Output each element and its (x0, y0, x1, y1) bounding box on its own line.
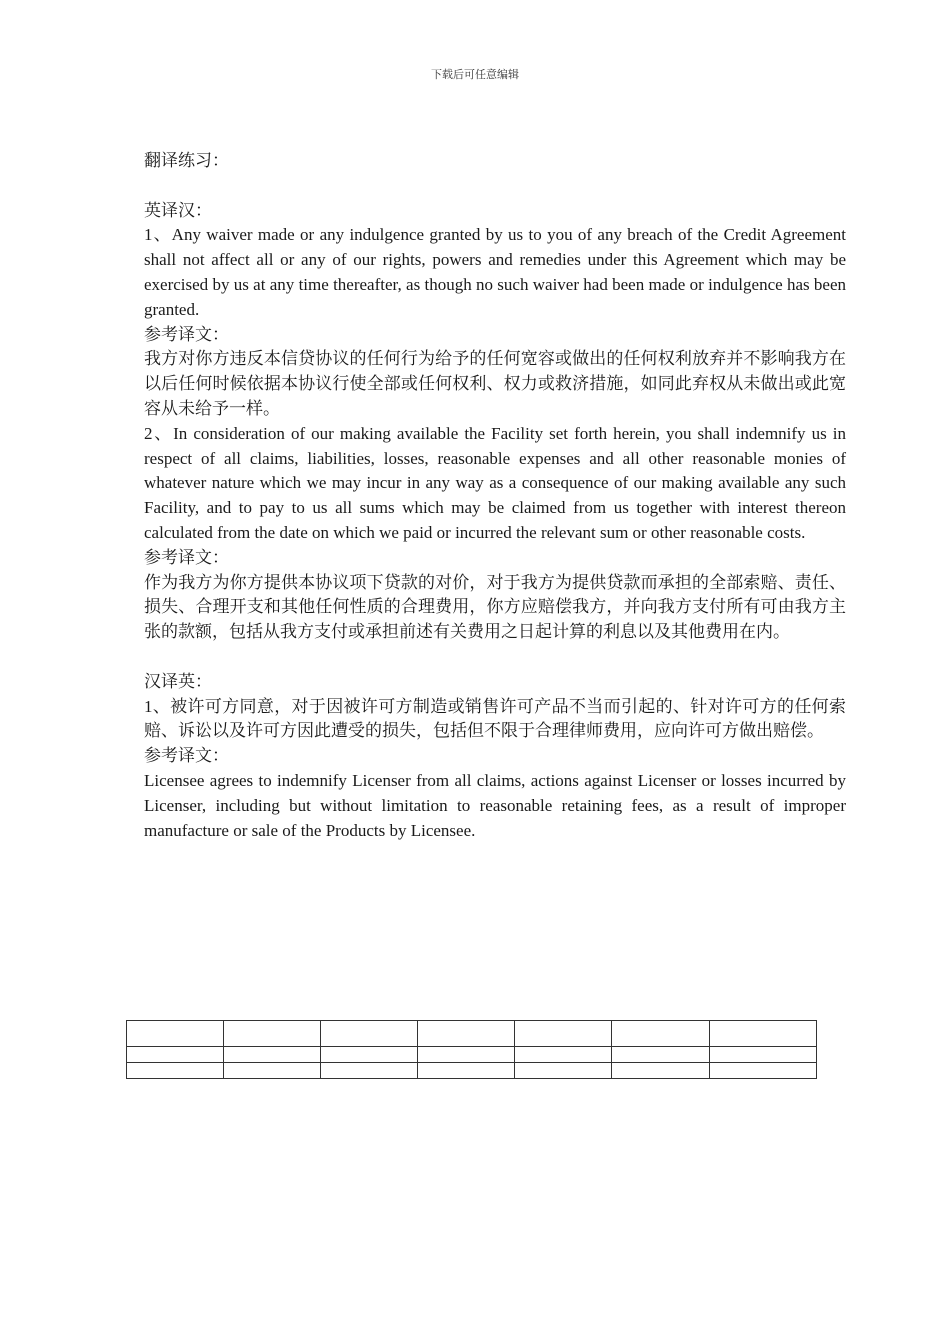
table-cell (515, 1047, 612, 1063)
table-cell (224, 1047, 321, 1063)
c2e-item-1-ref-label: 参考译文： (144, 746, 229, 766)
table-cell (418, 1047, 515, 1063)
table-row (127, 1063, 817, 1079)
e2c-item-1-translation: 我方对你方违反本信贷协议的任何行为给予的任何宽容或做出的任何权利放弃并不影响我方在以后任何时候依据本协议行使全部或任何权利、权力或救济措施，如同此弃权从未做出或此宽容从未给予一样。 (144, 349, 846, 418)
spacer (144, 645, 846, 670)
table-cell (612, 1063, 710, 1079)
table-cell (127, 1063, 224, 1079)
e2c-item-2-translation: 作为我方为你方提供本协议项下贷款的对价，对于我方为提供贷款而承担的全部索赔、责任、损失、合理开支和其他任何性质的合理费用，你方应赔偿我方，并向我方支付所有可由我方主张的款额，包括从我方支付或承担前述有关费用之日起计算的利息以及其他费用在内。 (144, 572, 846, 642)
page-header: 下载后可任意编辑 (431, 69, 519, 81)
table-cell (127, 1021, 224, 1047)
e2c-item-1-source: 1、Any waiver made or any indulgence granted by us to you of any breach of the Credit Agreement shall not affect all or any of our rights, powers and remedies under this Agreement which may be exercised by us at any time thereafter, as though no such waiver had been made or indulgence has been granted. (144, 225, 846, 319)
doc-title: 翻译练习： (144, 151, 229, 170)
table-cell (515, 1063, 612, 1079)
e2c-item-2-source: 2、In consideration of our making available the Facility set forth herein, you shall indemnify us in respect of all claims, liabilities, losses, reasonable expenses and all other reasonable monies of whatever nature which we may incur in any way as a consequence of our making available any such Facility, and to pay to us all sums which may be claimed from us together with interest thereon calculated from the date on which we paid or incurred the relevant sum or other reasonable costs. (144, 423, 846, 542)
table-cell (710, 1021, 817, 1047)
table-cell (127, 1047, 224, 1063)
table-cell (321, 1063, 418, 1079)
table-cell (710, 1047, 817, 1063)
table-cell (224, 1021, 321, 1047)
table-cell (515, 1021, 612, 1047)
section-heading-e2c: 英译汉： (144, 200, 212, 220)
e2c-item-1-ref-label: 参考译文： (144, 324, 229, 344)
c2e-item-1-translation: Licensee agrees to indemnify Licenser from all claims, actions against Licenser or losses incurred by Licenser, including but without limitation to reasonable retaining fees, as a result of improper manufacture or sale of the Products by Licensee. (144, 770, 846, 840)
e2c-item-2-ref-label: 参考译文： (144, 547, 229, 567)
document-body (144, 149, 846, 843)
table-cell (321, 1047, 418, 1063)
section-heading-c2e: 汉译英： (144, 671, 212, 691)
table-cell (418, 1063, 515, 1079)
table-cell (418, 1021, 515, 1047)
table-row (127, 1047, 817, 1063)
table-cell (321, 1021, 418, 1047)
table-cell (612, 1047, 710, 1063)
table-cell (612, 1021, 710, 1047)
table-cell (224, 1063, 321, 1079)
table-row (127, 1021, 817, 1047)
empty-table (126, 1020, 817, 1079)
c2e-item-1-source: 1、被许可方同意，对于因被许可方制造或销售许可产品不当而引起的、针对许可方的任何索赔、诉讼以及许可方因此遭受的损失，包括但不限于合理律师费用，应向许可方做出赔偿。 (144, 696, 846, 741)
table-cell (710, 1063, 817, 1079)
spacer (144, 174, 846, 199)
